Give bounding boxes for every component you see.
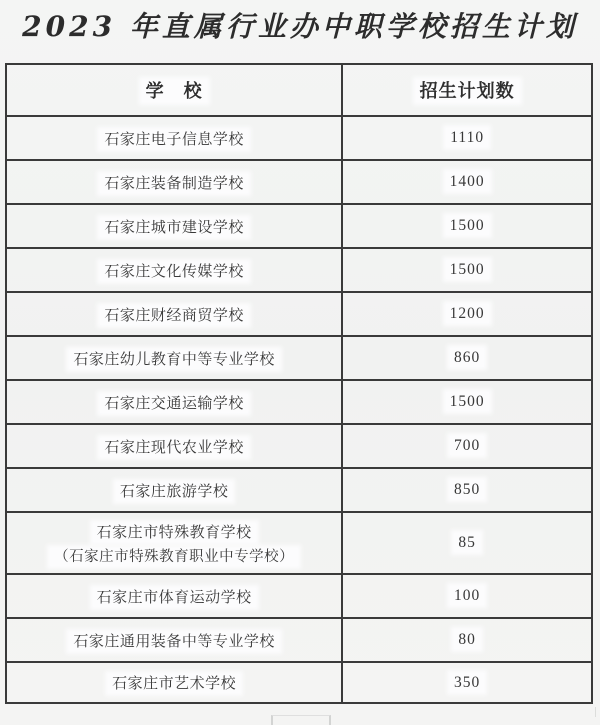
school-name-alt-text: （石家庄市特殊教育职业中专学校） — [50, 548, 298, 566]
school-name-text: 石家庄市特殊教育学校 — [93, 523, 256, 542]
table-row — [6, 160, 592, 204]
plan-count-text: 350 — [450, 673, 484, 692]
plan-count-text: 100 — [450, 586, 484, 605]
header-row — [6, 64, 592, 116]
school-name-text: 石家庄旅游学校 — [116, 482, 233, 501]
school-name-text: 石家庄幼儿教育中等专业学校 — [69, 350, 279, 369]
bottom-edge-scan-artifact — [271, 715, 331, 725]
plan-count-cell — [342, 380, 592, 424]
school-name-text: 石家庄现代农业学校 — [100, 438, 248, 457]
plan-count-cell — [342, 424, 592, 468]
right-edge-scan-artifact — [595, 707, 600, 717]
school-name-cell — [6, 618, 342, 662]
plan-count-text: 85 — [454, 533, 480, 552]
school-name-text: 石家庄通用装备中等专业学校 — [69, 632, 279, 651]
table-row — [6, 618, 592, 662]
plan-count-text: 860 — [450, 348, 484, 367]
table-row — [6, 336, 592, 380]
school-name-cell — [6, 424, 342, 468]
plan-count-text: 80 — [454, 630, 480, 649]
table-row — [6, 468, 592, 512]
plan-count-cell — [342, 204, 592, 248]
plan-count-cell — [342, 574, 592, 618]
school-name-text: 石家庄财经商贸学校 — [100, 306, 248, 325]
plan-count-cell — [342, 618, 592, 662]
school-name-cell — [6, 116, 342, 160]
school-name-text: 石家庄城市建设学校 — [100, 218, 248, 237]
school-name-text: 石家庄市体育运动学校 — [93, 588, 256, 607]
plan-count-cell — [342, 662, 592, 703]
plan-count-text: 850 — [450, 480, 484, 499]
plan-count-cell — [342, 160, 592, 204]
plan-count-column-header — [342, 64, 592, 116]
plan-count-text: 1110 — [446, 128, 488, 147]
page-title: 2023 年直属行业办中职学校招生计划 — [22, 10, 578, 43]
plan-count-text: 1500 — [446, 216, 489, 235]
school-name-cell — [6, 380, 342, 424]
plan-count-cell — [342, 248, 592, 292]
school-name-text: 石家庄装备制造学校 — [100, 174, 248, 193]
plan-count-text: 1500 — [446, 260, 489, 279]
school-name-cell — [6, 160, 342, 204]
school-table-body — [6, 116, 592, 703]
plan-count-column-header-label: 招生计划数 — [416, 80, 519, 102]
table-row — [6, 574, 592, 618]
plan-count-text: 1200 — [446, 304, 489, 323]
plan-count-text: 1500 — [446, 392, 489, 411]
plan-count-cell — [342, 116, 592, 160]
school-name-cell — [6, 512, 342, 574]
table-row — [6, 204, 592, 248]
school-name-cell — [6, 662, 342, 703]
table-row — [6, 380, 592, 424]
school-name-cell — [6, 336, 342, 380]
table-row — [6, 248, 592, 292]
school-name-text: 石家庄文化传媒学校 — [100, 262, 248, 281]
plan-count-text: 700 — [450, 436, 484, 455]
school-name-cell — [6, 574, 342, 618]
school-name-text: 石家庄交通运输学校 — [100, 394, 248, 413]
enrollment-plan-table — [5, 63, 593, 704]
plan-count-text: 1400 — [446, 172, 489, 191]
table-row — [6, 512, 592, 574]
table-row — [6, 424, 592, 468]
school-name-cell — [6, 468, 342, 512]
plan-count-cell — [342, 336, 592, 380]
table-row — [6, 292, 592, 336]
school-column-header — [6, 64, 342, 116]
school-column-header-label: 学 校 — [142, 80, 207, 102]
plan-count-cell — [342, 512, 592, 574]
table-row — [6, 116, 592, 160]
plan-count-cell — [342, 468, 592, 512]
school-name-text: 石家庄电子信息学校 — [100, 130, 248, 149]
school-name-cell — [6, 248, 342, 292]
school-name-cell — [6, 204, 342, 248]
table-row — [6, 662, 592, 703]
school-name-cell — [6, 292, 342, 336]
school-name-text: 石家庄市艺术学校 — [108, 674, 240, 693]
plan-count-cell — [342, 292, 592, 336]
